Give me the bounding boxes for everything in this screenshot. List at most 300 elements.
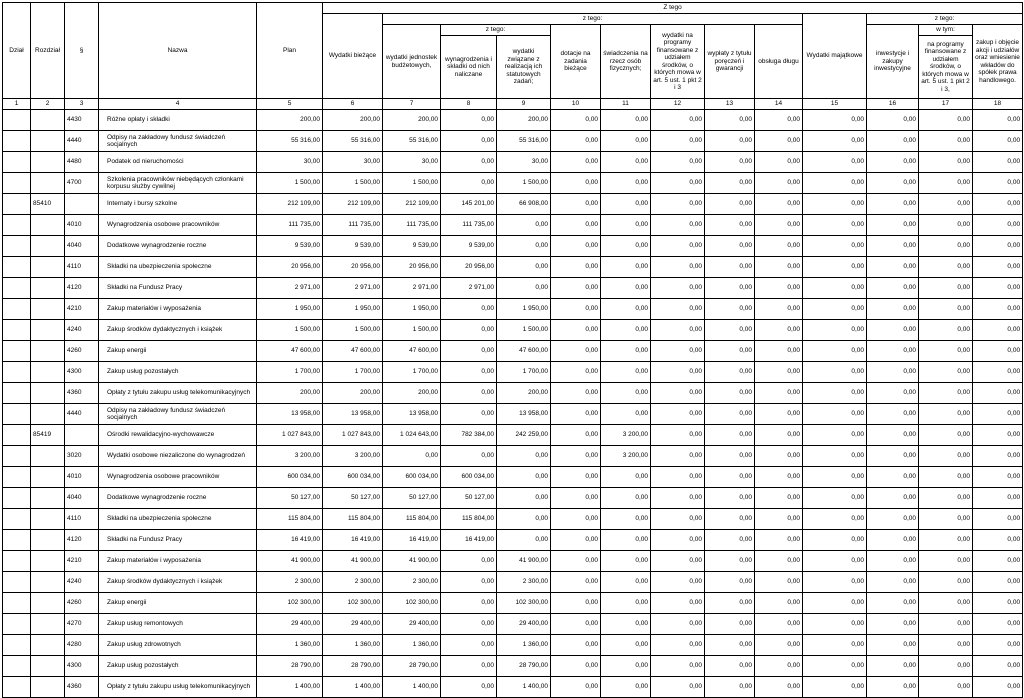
cell-amount: 1 027 843,00 xyxy=(257,425,323,446)
cell-rozdzial xyxy=(31,551,65,572)
table-row xyxy=(3,677,1023,698)
cell-amount: 0,00 xyxy=(551,572,601,593)
cell-amount: 2 300,00 xyxy=(257,572,323,593)
cell-paragraf: 4270 xyxy=(65,614,99,635)
cell-amount: 0,00 xyxy=(497,530,551,551)
cell-rozdzial xyxy=(31,446,65,467)
cell-amount: 3 200,00 xyxy=(601,446,651,467)
column-number: 15 xyxy=(803,99,867,110)
cell-amount: 0,00 xyxy=(551,593,601,614)
cell-amount: 0,00 xyxy=(651,446,705,467)
cell-amount: 28 790,00 xyxy=(323,656,383,677)
cell-amount: 0,00 xyxy=(551,110,601,131)
cell-dzial xyxy=(3,278,31,299)
column-number: 17 xyxy=(919,99,973,110)
cell-amount: 1 500,00 xyxy=(323,173,383,194)
cell-amount: 0,00 xyxy=(651,131,705,152)
cell-amount: 0,00 xyxy=(551,131,601,152)
cell-amount: 1 700,00 xyxy=(323,362,383,383)
cell-amount: 782 384,00 xyxy=(441,425,497,446)
table-row xyxy=(3,551,1023,572)
cell-paragraf: 4010 xyxy=(65,467,99,488)
cell-amount: 102 300,00 xyxy=(323,593,383,614)
cell-dzial xyxy=(3,257,31,278)
cell-amount: 200,00 xyxy=(383,110,441,131)
cell-paragraf: 4240 xyxy=(65,572,99,593)
cell-paragraf xyxy=(65,194,99,215)
column-number: 8 xyxy=(441,99,497,110)
cell-rozdzial xyxy=(31,614,65,635)
cell-amount: 0,00 xyxy=(867,173,919,194)
cell-amount: 0,00 xyxy=(705,236,755,257)
cell-amount: 2 971,00 xyxy=(257,278,323,299)
cell-amount: 47 600,00 xyxy=(497,341,551,362)
cell-amount: 0,00 xyxy=(755,572,803,593)
cell-amount: 0,00 xyxy=(973,656,1023,677)
cell-amount: 0,00 xyxy=(551,509,601,530)
cell-amount: 0,00 xyxy=(601,257,651,278)
cell-amount: 0,00 xyxy=(705,257,755,278)
budget-table xyxy=(2,2,1023,698)
cell-dzial xyxy=(3,383,31,404)
cell-paragraf: 4430 xyxy=(65,110,99,131)
cell-amount: 66 908,00 xyxy=(497,194,551,215)
cell-amount: 0,00 xyxy=(705,656,755,677)
header-wydatki-programy: wydatki na programy finansowane z udziałem środków, o których mowa w art. 5 ust. 1 pkt 2 i 3 xyxy=(651,25,705,99)
cell-amount: 0,00 xyxy=(867,551,919,572)
cell-amount: 0,00 xyxy=(651,593,705,614)
cell-amount: 0,00 xyxy=(551,383,601,404)
cell-amount: 0,00 xyxy=(919,551,973,572)
cell-amount: 0,00 xyxy=(651,173,705,194)
cell-amount: 0,00 xyxy=(651,509,705,530)
table-row xyxy=(3,530,1023,551)
cell-amount: 0,00 xyxy=(497,488,551,509)
cell-rozdzial xyxy=(31,467,65,488)
cell-paragraf: 4300 xyxy=(65,656,99,677)
cell-amount: 0,00 xyxy=(973,635,1023,656)
cell-amount: 0,00 xyxy=(601,152,651,173)
cell-amount: 9 539,00 xyxy=(383,236,441,257)
column-number: 11 xyxy=(601,99,651,110)
cell-amount: 0,00 xyxy=(651,362,705,383)
cell-rozdzial: 85419 xyxy=(31,425,65,446)
cell-amount: 0,00 xyxy=(551,362,601,383)
cell-dzial xyxy=(3,215,31,236)
cell-nazwa: Dodatkowe wynagrodzenie roczne xyxy=(99,236,257,257)
column-number: 3 xyxy=(65,99,99,110)
cell-amount: 0,00 xyxy=(601,467,651,488)
cell-amount: 0,00 xyxy=(867,257,919,278)
cell-amount: 0,00 xyxy=(919,299,973,320)
cell-amount: 0,00 xyxy=(651,194,705,215)
cell-amount: 0,00 xyxy=(551,194,601,215)
cell-dzial xyxy=(3,467,31,488)
cell-amount: 102 300,00 xyxy=(497,593,551,614)
column-number-row xyxy=(3,99,1023,110)
table-body xyxy=(3,110,1023,698)
cell-amount: 30,00 xyxy=(497,152,551,173)
cell-amount: 0,00 xyxy=(601,299,651,320)
cell-amount: 47 600,00 xyxy=(383,341,441,362)
cell-amount: 16 419,00 xyxy=(323,530,383,551)
cell-amount: 0,00 xyxy=(497,278,551,299)
cell-amount: 1 400,00 xyxy=(257,677,323,698)
cell-paragraf: 4700 xyxy=(65,173,99,194)
cell-amount: 0,00 xyxy=(919,572,973,593)
header-wydatki-majatkowe: Wydatki majątkowe xyxy=(803,14,867,99)
cell-amount: 0,00 xyxy=(919,110,973,131)
header-dotacje: dotacje na zadania bieżące xyxy=(551,25,601,99)
cell-rozdzial xyxy=(31,320,65,341)
cell-amount: 0,00 xyxy=(601,362,651,383)
cell-amount: 0,00 xyxy=(803,509,867,530)
cell-amount: 0,00 xyxy=(919,173,973,194)
cell-amount: 0,00 xyxy=(551,152,601,173)
cell-amount: 0,00 xyxy=(973,614,1023,635)
cell-amount: 0,00 xyxy=(705,509,755,530)
cell-amount: 13 958,00 xyxy=(383,404,441,425)
cell-amount: 2 300,00 xyxy=(497,572,551,593)
cell-amount: 0,00 xyxy=(919,446,973,467)
cell-rozdzial xyxy=(31,509,65,530)
cell-amount: 0,00 xyxy=(973,173,1023,194)
column-number: 1 xyxy=(3,99,31,110)
cell-dzial xyxy=(3,320,31,341)
cell-amount: 29 400,00 xyxy=(257,614,323,635)
cell-paragraf xyxy=(65,425,99,446)
cell-amount: 0,00 xyxy=(803,593,867,614)
cell-amount: 1 500,00 xyxy=(323,320,383,341)
cell-nazwa: Zakup środków dydaktycznych i książek xyxy=(99,320,257,341)
cell-amount: 0,00 xyxy=(803,194,867,215)
cell-amount: 0,00 xyxy=(651,572,705,593)
cell-amount: 50 127,00 xyxy=(441,488,497,509)
cell-amount: 0,00 xyxy=(497,446,551,467)
cell-rozdzial xyxy=(31,572,65,593)
cell-paragraf: 4440 xyxy=(65,131,99,152)
table-row xyxy=(3,236,1023,257)
cell-paragraf: 4280 xyxy=(65,635,99,656)
cell-amount: 0,00 xyxy=(867,131,919,152)
table-row xyxy=(3,572,1023,593)
cell-amount: 0,00 xyxy=(919,152,973,173)
cell-amount: 0,00 xyxy=(705,530,755,551)
cell-amount: 0,00 xyxy=(973,341,1023,362)
cell-amount: 0,00 xyxy=(919,194,973,215)
cell-amount: 0,00 xyxy=(651,614,705,635)
header-obsluga: obsługa długu xyxy=(755,25,803,99)
cell-amount: 200,00 xyxy=(497,110,551,131)
cell-amount: 212 109,00 xyxy=(257,194,323,215)
cell-amount: 0,00 xyxy=(651,656,705,677)
cell-amount: 0,00 xyxy=(551,299,601,320)
cell-amount: 0,00 xyxy=(755,257,803,278)
cell-amount: 0,00 xyxy=(755,656,803,677)
cell-amount: 111 735,00 xyxy=(323,215,383,236)
cell-amount: 0,00 xyxy=(973,278,1023,299)
cell-amount: 1 500,00 xyxy=(497,320,551,341)
cell-amount: 0,00 xyxy=(651,299,705,320)
cell-amount: 0,00 xyxy=(651,551,705,572)
header-zakup-objecie: zakup i objęcie akcji i udziałów oraz wniesienie wkładów do spółek prawa handlowego. xyxy=(973,25,1023,99)
cell-paragraf: 4210 xyxy=(65,551,99,572)
cell-amount: 0,00 xyxy=(973,362,1023,383)
cell-amount: 0,00 xyxy=(919,425,973,446)
cell-amount: 0,00 xyxy=(551,614,601,635)
cell-nazwa: Dodatkowe wynagrodzenie roczne xyxy=(99,488,257,509)
cell-amount: 0,00 xyxy=(867,509,919,530)
cell-amount: 0,00 xyxy=(803,446,867,467)
cell-amount: 0,00 xyxy=(705,425,755,446)
cell-amount: 0,00 xyxy=(601,656,651,677)
cell-amount: 200,00 xyxy=(383,383,441,404)
cell-amount: 9 539,00 xyxy=(323,236,383,257)
cell-amount: 0,00 xyxy=(755,404,803,425)
table-row xyxy=(3,152,1023,173)
cell-rozdzial xyxy=(31,593,65,614)
cell-paragraf: 4210 xyxy=(65,299,99,320)
cell-rozdzial xyxy=(31,173,65,194)
cell-amount: 1 950,00 xyxy=(323,299,383,320)
cell-amount: 0,00 xyxy=(651,404,705,425)
cell-amount: 0,00 xyxy=(803,110,867,131)
cell-amount: 1 360,00 xyxy=(323,635,383,656)
cell-amount: 1 400,00 xyxy=(383,677,441,698)
cell-amount: 200,00 xyxy=(497,383,551,404)
header-z-tego-biezace: z tego: xyxy=(383,14,803,25)
cell-amount: 0,00 xyxy=(441,446,497,467)
cell-amount: 0,00 xyxy=(705,677,755,698)
cell-amount: 145 201,00 xyxy=(441,194,497,215)
cell-amount: 0,00 xyxy=(973,236,1023,257)
cell-rozdzial xyxy=(31,215,65,236)
cell-rozdzial xyxy=(31,299,65,320)
cell-amount: 0,00 xyxy=(651,320,705,341)
header-z-tego-jednostek: z tego: xyxy=(441,25,551,36)
cell-rozdzial xyxy=(31,257,65,278)
cell-paragraf: 4440 xyxy=(65,404,99,425)
cell-amount: 29 400,00 xyxy=(383,614,441,635)
cell-amount: 0,00 xyxy=(551,320,601,341)
cell-amount: 9 539,00 xyxy=(257,236,323,257)
cell-amount: 0,00 xyxy=(497,215,551,236)
cell-amount: 0,00 xyxy=(919,215,973,236)
column-number: 2 xyxy=(31,99,65,110)
cell-amount: 212 109,00 xyxy=(323,194,383,215)
cell-nazwa: Składki na ubezpieczenia społeczne xyxy=(99,257,257,278)
cell-amount: 0,00 xyxy=(973,593,1023,614)
cell-amount: 0,00 xyxy=(973,152,1023,173)
cell-amount: 0,00 xyxy=(919,635,973,656)
cell-rozdzial xyxy=(31,131,65,152)
table-row xyxy=(3,278,1023,299)
cell-amount: 0,00 xyxy=(601,530,651,551)
cell-amount: 600 034,00 xyxy=(257,467,323,488)
table-row xyxy=(3,425,1023,446)
cell-amount: 50 127,00 xyxy=(323,488,383,509)
cell-amount: 0,00 xyxy=(601,404,651,425)
column-number: 5 xyxy=(257,99,323,110)
table-row xyxy=(3,215,1023,236)
cell-amount: 3 200,00 xyxy=(323,446,383,467)
header-swiadczenia: świadczenia na rzecz osób fizycznych; xyxy=(601,25,651,99)
cell-amount: 0,00 xyxy=(441,173,497,194)
cell-amount: 0,00 xyxy=(601,614,651,635)
cell-amount: 0,00 xyxy=(441,320,497,341)
cell-amount: 0,00 xyxy=(601,572,651,593)
cell-amount: 0,00 xyxy=(919,257,973,278)
cell-rozdzial xyxy=(31,404,65,425)
cell-amount: 0,00 xyxy=(383,446,441,467)
column-number: 10 xyxy=(551,99,601,110)
cell-amount: 0,00 xyxy=(705,278,755,299)
cell-paragraf: 4480 xyxy=(65,152,99,173)
cell-amount: 0,00 xyxy=(551,215,601,236)
cell-amount: 0,00 xyxy=(601,635,651,656)
cell-nazwa: Szkolenia pracowników niebędących członkami korpusu służby cywilnej xyxy=(99,173,257,194)
cell-amount: 0,00 xyxy=(601,341,651,362)
cell-amount: 1 024 643,00 xyxy=(383,425,441,446)
cell-amount: 0,00 xyxy=(867,110,919,131)
cell-amount: 0,00 xyxy=(755,173,803,194)
cell-amount: 1 400,00 xyxy=(497,677,551,698)
cell-amount: 41 900,00 xyxy=(497,551,551,572)
cell-nazwa: Odpisy na zakładowy fundusz świadczeń socjalnych xyxy=(99,404,257,425)
cell-rozdzial xyxy=(31,341,65,362)
cell-dzial xyxy=(3,614,31,635)
cell-amount: 2 971,00 xyxy=(383,278,441,299)
cell-dzial xyxy=(3,404,31,425)
cell-amount: 0,00 xyxy=(755,530,803,551)
cell-amount: 0,00 xyxy=(441,404,497,425)
cell-dzial xyxy=(3,131,31,152)
cell-paragraf: 4260 xyxy=(65,341,99,362)
cell-amount: 0,00 xyxy=(867,467,919,488)
cell-amount: 0,00 xyxy=(651,278,705,299)
cell-amount: 0,00 xyxy=(919,320,973,341)
cell-paragraf: 4040 xyxy=(65,488,99,509)
cell-amount: 0,00 xyxy=(867,236,919,257)
cell-amount: 0,00 xyxy=(441,635,497,656)
cell-amount: 16 419,00 xyxy=(257,530,323,551)
cell-amount: 0,00 xyxy=(919,677,973,698)
cell-amount: 0,00 xyxy=(755,635,803,656)
cell-amount: 0,00 xyxy=(441,614,497,635)
header-rozdzial: Rozdział xyxy=(31,3,65,99)
cell-amount: 0,00 xyxy=(755,131,803,152)
cell-paragraf: 4260 xyxy=(65,593,99,614)
cell-amount: 0,00 xyxy=(867,593,919,614)
cell-amount: 0,00 xyxy=(973,383,1023,404)
cell-amount: 28 790,00 xyxy=(497,656,551,677)
cell-nazwa: Odpisy na zakładowy fundusz świadczeń socjalnych xyxy=(99,131,257,152)
header-wyplaty: wypłaty z tytułu poręczeń i gwarancji xyxy=(705,25,755,99)
cell-amount: 0,00 xyxy=(441,152,497,173)
cell-dzial xyxy=(3,593,31,614)
cell-amount: 0,00 xyxy=(973,446,1023,467)
cell-amount: 0,00 xyxy=(551,404,601,425)
cell-nazwa: Zakup energii xyxy=(99,593,257,614)
cell-amount: 0,00 xyxy=(803,362,867,383)
cell-amount: 0,00 xyxy=(705,383,755,404)
header-w-tym: w tym: xyxy=(919,25,973,36)
cell-amount: 20 956,00 xyxy=(257,257,323,278)
cell-amount: 20 956,00 xyxy=(383,257,441,278)
header-z-tego-top: Z tego xyxy=(323,3,1023,14)
cell-amount: 0,00 xyxy=(755,152,803,173)
cell-amount: 0,00 xyxy=(497,509,551,530)
cell-amount: 0,00 xyxy=(601,278,651,299)
cell-amount: 111 735,00 xyxy=(257,215,323,236)
cell-paragraf: 4040 xyxy=(65,236,99,257)
cell-amount: 0,00 xyxy=(705,341,755,362)
cell-amount: 0,00 xyxy=(803,383,867,404)
cell-amount: 2 971,00 xyxy=(441,278,497,299)
cell-amount: 111 735,00 xyxy=(441,215,497,236)
table-row xyxy=(3,404,1023,425)
cell-amount: 41 900,00 xyxy=(323,551,383,572)
cell-amount: 0,00 xyxy=(651,488,705,509)
cell-amount: 0,00 xyxy=(705,593,755,614)
header-inwestycje: inwestycje i zakupy inwestycyjne xyxy=(867,25,919,99)
cell-amount: 0,00 xyxy=(601,236,651,257)
cell-amount: 0,00 xyxy=(973,257,1023,278)
cell-amount: 0,00 xyxy=(973,509,1023,530)
cell-amount: 0,00 xyxy=(705,467,755,488)
cell-dzial xyxy=(3,152,31,173)
cell-paragraf: 4360 xyxy=(65,677,99,698)
cell-amount: 9 539,00 xyxy=(441,236,497,257)
cell-nazwa: Składki na Fundusz Pracy xyxy=(99,530,257,551)
cell-amount: 0,00 xyxy=(441,656,497,677)
cell-nazwa: Zakup środków dydaktycznych i książek xyxy=(99,572,257,593)
cell-amount: 1 500,00 xyxy=(383,320,441,341)
cell-amount: 0,00 xyxy=(867,530,919,551)
cell-nazwa: Zakup usług pozostałych xyxy=(99,656,257,677)
cell-rozdzial xyxy=(31,635,65,656)
cell-paragraf: 4010 xyxy=(65,215,99,236)
cell-amount: 0,00 xyxy=(803,215,867,236)
cell-amount: 242 259,00 xyxy=(497,425,551,446)
cell-amount: 0,00 xyxy=(651,215,705,236)
header-z-tego-majatkowe: z tego: xyxy=(867,14,1023,25)
table-row xyxy=(3,110,1023,131)
cell-amount: 0,00 xyxy=(705,152,755,173)
cell-amount: 0,00 xyxy=(919,593,973,614)
cell-paragraf: 4110 xyxy=(65,509,99,530)
cell-amount: 102 300,00 xyxy=(383,593,441,614)
cell-dzial xyxy=(3,677,31,698)
cell-dzial xyxy=(3,299,31,320)
cell-nazwa: Zakup materiałów i wyposażenia xyxy=(99,551,257,572)
cell-amount: 41 900,00 xyxy=(383,551,441,572)
cell-amount: 0,00 xyxy=(705,173,755,194)
cell-amount: 0,00 xyxy=(441,299,497,320)
cell-amount: 50 127,00 xyxy=(383,488,441,509)
cell-dzial xyxy=(3,173,31,194)
cell-amount: 0,00 xyxy=(755,194,803,215)
cell-amount: 20 956,00 xyxy=(323,257,383,278)
cell-paragraf: 4110 xyxy=(65,257,99,278)
cell-amount: 0,00 xyxy=(755,383,803,404)
cell-amount: 0,00 xyxy=(973,299,1023,320)
cell-rozdzial xyxy=(31,236,65,257)
header-na-programy: na programy finansowane z udziałem środków, o których mowa w art. 5 ust. 1 pkt 2 i 3, xyxy=(919,36,973,99)
cell-nazwa: Zakup usług remontowych xyxy=(99,614,257,635)
cell-rozdzial xyxy=(31,362,65,383)
cell-amount: 0,00 xyxy=(919,404,973,425)
